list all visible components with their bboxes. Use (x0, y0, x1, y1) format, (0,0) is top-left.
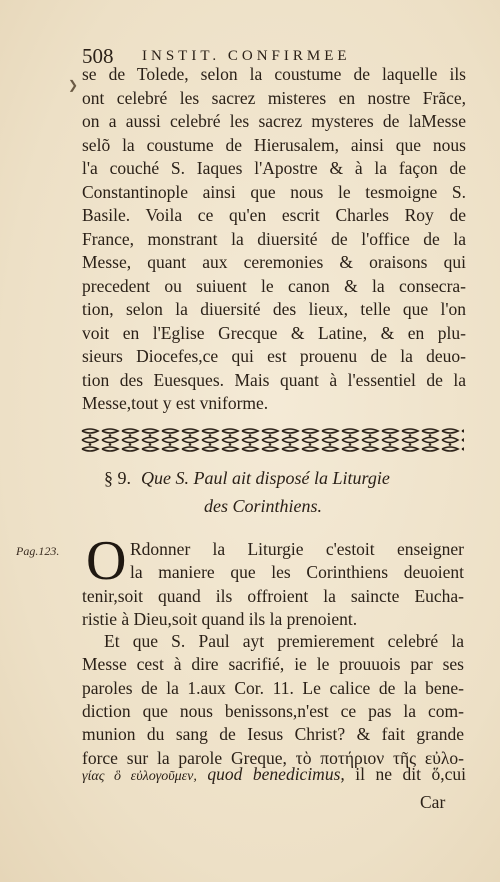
latin-phrase: quod benedicimus, (207, 764, 345, 784)
text-line: Rdonner la Liturgie c'estoit enseigner (130, 539, 464, 559)
text-line: precedent ou suiuent le canon & la consecra- (82, 275, 466, 296)
catchword: Car (420, 792, 446, 812)
text-line: France, monstrant la diuersité de l'office de la (82, 228, 466, 249)
section-number: § 9. (104, 468, 131, 488)
text-line: l'a couché S. Iaques l'Apostre & à la façon de (82, 158, 466, 178)
text-line: la maniere que les Corinthiens deuoient (130, 562, 464, 583)
greek-phrase: γίας ὃ εὐλογοῦμεν, (82, 769, 197, 784)
running-title: INSTIT. CONFIRMEE (142, 48, 351, 64)
text-line: Messe cest à dire sacrifié, ie le prouuois par ses (82, 654, 464, 675)
text-line: sieurs Diocefes,ce qui est prouenu de la deuo- (82, 346, 466, 366)
text-line: on a aussi celebré les sacrez mysteres de laMesse (82, 111, 466, 131)
quotation-mark: ❯ (68, 78, 79, 92)
section-title-line-1: Que S. Paul ait disposé la Liturgie (141, 468, 390, 488)
text-line: paroles de la 1.aux Cor. 11. Le calice de la bene- (82, 677, 464, 698)
line-rest: il ne dit ὅ,cui (355, 764, 466, 784)
text-line: ristie à Dieu,soit quand ils la prenoient. (82, 608, 358, 629)
text-line: se de Tolede, selon la coustume de laquelle ils (82, 64, 466, 84)
text-line: ont celebré les sacrez misteres en nostre Frãce, (82, 87, 466, 108)
text-line: munion du sang de Iesus Christ? & fait grande (82, 724, 464, 745)
text-line: force sur la parole Greque, τὸ ποτήριον τῆς εὐλο- (82, 747, 464, 768)
ornament-divider (80, 427, 464, 453)
drop-cap: O (86, 530, 127, 592)
text-line: diction que nous benissons,n'est ce pas la com- (82, 700, 464, 721)
section-title-line-2: des Corinthiens. (204, 496, 323, 516)
text-line: tion des Euesques. Mais quant à l'essentiel de la (82, 369, 466, 390)
text-line: Constantinople ainsi que nous le tesmoigne S. (82, 181, 466, 202)
text-line: voit en l'Eglise Grecque & Latine, & en plu- (82, 322, 466, 343)
text-line: Messe,tout y est vniforme. (82, 393, 269, 413)
margin-note: Pag.123. (16, 544, 60, 558)
section-heading (82, 462, 466, 524)
page-number: 508 (82, 44, 114, 68)
text-line: tion, selon la diuersité des lieux, telle que l'on (82, 299, 466, 319)
text-line: selõ la coustume de Hierusalem, ainsi que nous (82, 134, 466, 155)
text-line: tenir,soit quand ils offroient la saincte Eucha- (82, 585, 464, 606)
text-line: Basile. Voila ce qu'en escrit Charles Roy de (82, 205, 466, 225)
text-line: Messe, quant aux ceremonies & oraisons qui (82, 252, 466, 272)
text-line: Et que S. Paul ayt premierement celebré la (104, 631, 464, 651)
